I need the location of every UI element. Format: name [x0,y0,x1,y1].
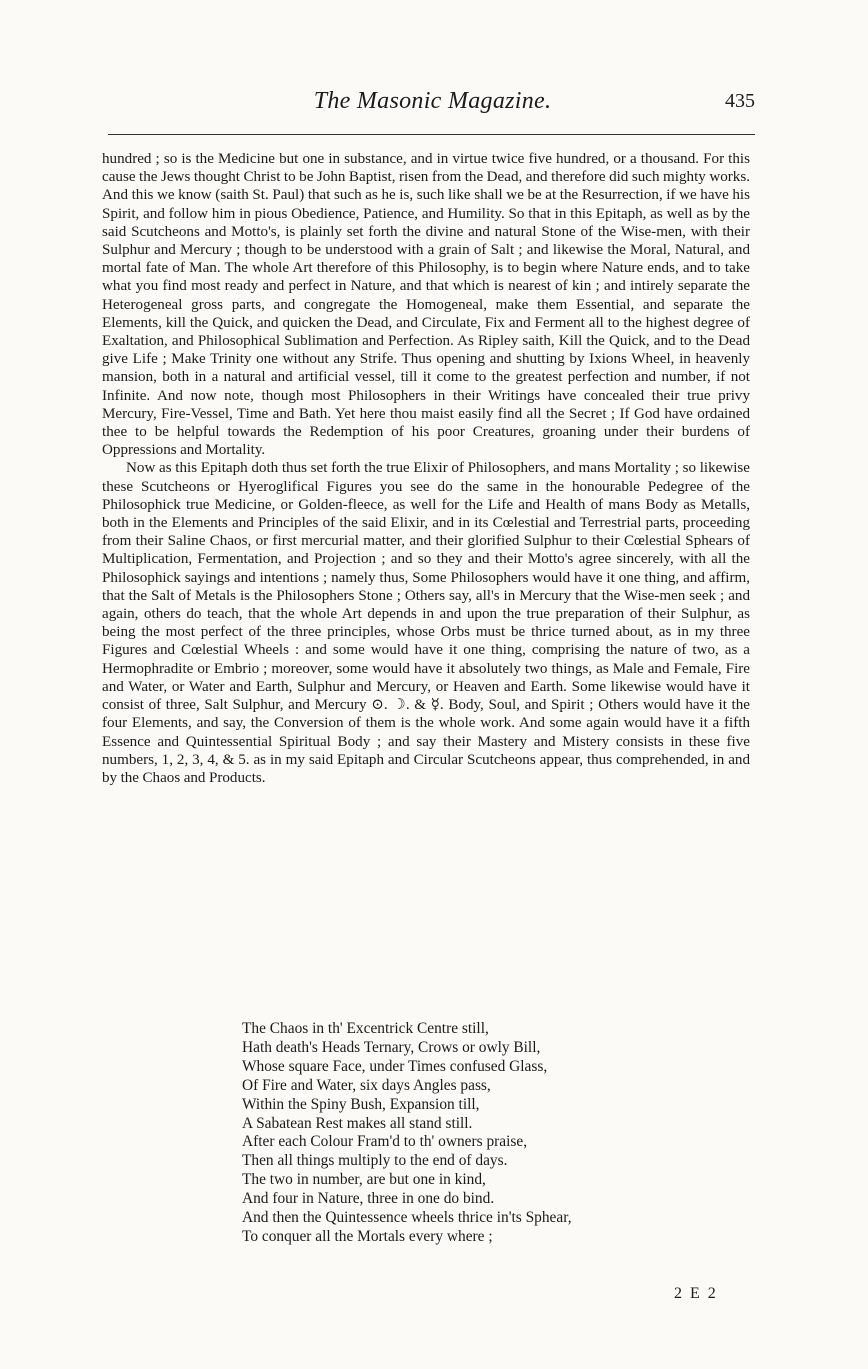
verse-line: Hath death's Heads Ternary, Crows or owly Bill, [242,1038,541,1056]
signature-mark: 2 E 2 [674,1285,718,1302]
running-title: The Masonic Magazine. [313,88,552,114]
verse-line: To conquer all the Mortals every where ; [242,1227,493,1245]
verse-line: And four in Nature, three in one do bind. [242,1190,495,1208]
verse-line: After each Colour Fram'd to th' owners praise, [242,1133,528,1151]
verse-line: Whose square Face, under Times confused Glass, [242,1057,548,1075]
verse-line: A Sabatean Rest makes all stand still. [242,1114,473,1132]
header-rule [108,134,755,135]
verse-block [242,1020,762,1247]
verse-line: And then the Quintessence wheels thrice in'ts Sphear, [242,1209,572,1227]
verse-line: Of Fire and Water, six days Angles pass, [242,1076,491,1094]
verse-line: The Chaos in th' Excentrick Centre still, [242,1020,489,1037]
verse-line: Then all things multiply to the end of days. [242,1152,508,1170]
verse-line: The two in number, are but one in kind, [242,1171,486,1189]
paragraph-1: hundred ; so is the Medicine but one in substance, and in virtue twice five hundred, or a thousand. For this cause the Jews thought Christ to be John Baptist, risen from the Dead, and therefore did such mighty works. And this we know (saith St. Paul) that such as he is, such like shall we be at the Resurrection, if we have his Spirit, and follow him in pious Obedience, Patience, and Humility. So that in this Epitaph, as well as by the said Scutcheons and Motto's, is plainly set forth the divine and natural Stone of the Wise-men, with their Sulphur and Mercury ; though to be understood with a grain of Salt ; and likewise the Moral, Natural, and mortal fate of Man. The whole Art therefore of this Philosophy, is to begin where Nature ends, and to take what you find most ready and perfect in Nature, and that which is nearest of kin ; and intirely separate the Heterogeneal gross parts, and congregate the Homogeneal, make them Essential, and separate the Elements, kill the Quick, and quicken the Dead, and Circulate, Fix and Ferment all to the highest degree of Exaltation, and Philosophical Sublimation and Perfection. As Ripley saith, Kill the Quick, and to the Dead give Life ; Make Trinity one without any Strife. Thus opening and shutting by Ixions Wheel, in heavenly mansion, both in a natural and artificial vessel, till it come to the greatest perfection and number, if not Infinite. And now note, though most Philosophers in their Writings have concealed their true privy Mercury, Fire-Vessel, Time and Bath. Yet here thou maist easily find all the Secret ; If God have ordained thee to be helpful towards the Redemption of his poor Creatures, groaning under their burdens of Oppressions and Mortality. [102,151,750,459]
verse-line: Within the Spiny Bush, Expansion till, [242,1095,480,1113]
page-header [110,84,755,124]
paragraph-2: Now as this Epitaph doth thus set forth the true Elixir of Philosophers, and mans Mortality ; so likewise these Scutcheons or Hyeroglifical Figures you see do the same in the honourable Pedegree of the Philosophick true Medicine, or Golden-fleece, as well for the Life and Health of mans Body as Metalls, both in the Elements and Principles of the said Elixir, and in its Cœlestial and Terrestrial parts, proceeding from their Saline Chaos, or first mercurial matter, and their glorified Sulphur to their Cœlestial Sphears of Multiplication, Fermentation, and Projection ; and so they and their Motto's agree sincerely, with all the Philosophick sayings and intentions ; namely thus, Some Philosophers would have it one thing, and affirm, that the Salt of Metals is the Philosophers Stone ; Others say, all's in Mercury that the Wise-men seek ; and again, others do teach, that the whole Art depends in and upon the true preparation of their Sulphur, as being the most perfect of the three principles, whose Orbs must be thrice turned about, as in my three Figures and Cœlestial Wheels : and some would have it one thing, comprising the nature of two, as a Hermophradite or Embrio ; moreover, some would have it absolutely two things, as Male and Female, Fire and Water, or Water and Earth, Sulphur and Mercury, or Heaven and Earth. Some likewise would have it consist of three, Salt Sulphur, and Mercury ⊙. ☽. & ☿. Body, Soul, and Spirit ; Others would have it the four Elements, and say, the Conversion of them is the whole work. And some again would have it a fifth Essence and Quintessential Spiritual Body ; and say their Mastery and Mistery consists in these five numbers, 1, 2, 3, 4, & 5. as in my said Epitaph and Circular Scutcheons appear, thus comprehended, in and by the Chaos and Products. [102,460,750,786]
page-number: 435 [725,90,755,112]
body-text [102,150,750,787]
